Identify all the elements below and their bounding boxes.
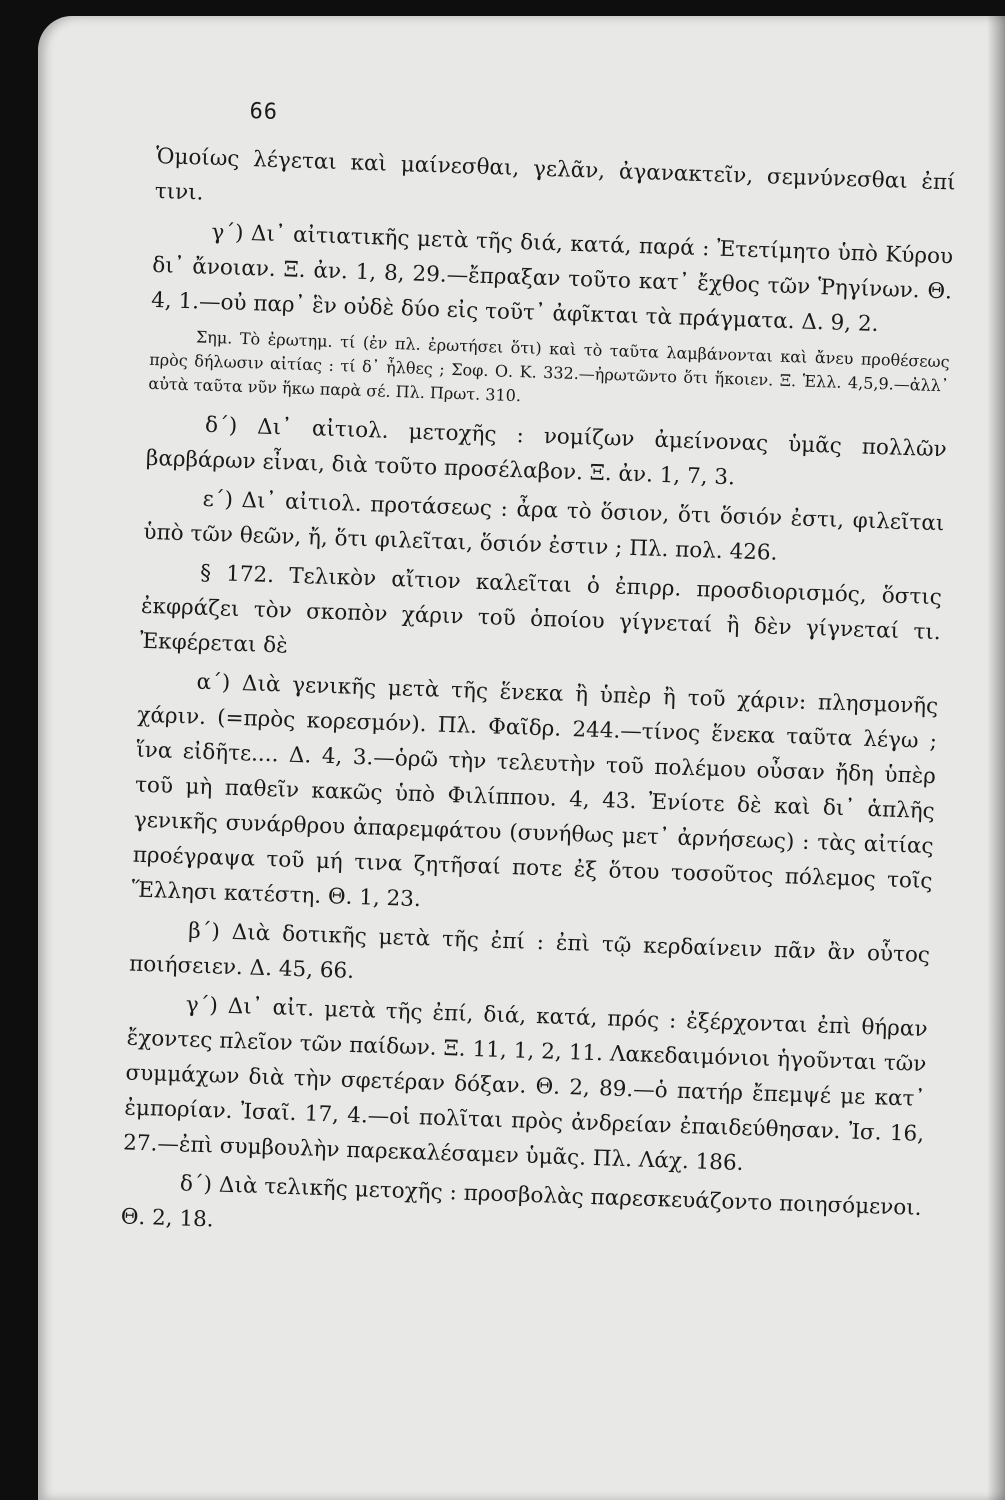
book-page bbox=[38, 16, 1005, 1500]
page-text-block bbox=[120, 96, 957, 1265]
paragraph-beta-dative: β΄) Διὰ δοτικῆς μετὰ τῆς ἐπί : ἐπὶ τῷ κερδαίνειν πᾶν ἂν οὗτος ποιήσειεν. Δ. 45, 66. bbox=[128, 918, 931, 984]
paragraph-epsilon-clause: ε΄) Δι᾽ αἰτιολ. προτάσεως : ἆρα τὸ ὅσιον, ὅτι ὅσιόν ἐστι, φιλεῖται ὑπὸ τῶν θεῶν, ἤ, ὅτι φιλεῖται, ὅσιόν ἐστιν ; Πλ. πολ. 426. bbox=[143, 486, 945, 566]
paragraph-gamma-accusative-final: γ΄) Δι᾽ αἰτ. μετὰ τῆς ἐπί, διά, κατά, πρός : ἐξέρχονται ἐπὶ θήραν ἔχοντες πλεῖον τῶν παίδων. Ξ. 11, 1, 2, 11. Λακεδαιμόνιοι ἡγοῦνται τῶν συμμάχων διὰ τὴν σφετέραν δόξαν. Θ. 2, 89.—ὁ πατήρ ἔπεμψέ με κατ᾽ ἐμπορίαν. Ἰσαῖ. 17, 4.—οἱ πολῖται πρὸς ἀνδρείαν ἐπαιδεύθησαν. Ἰσ. 16, 27.—ἐπὶ συμβουλὴν παρεκαλέσαμεν ὑμᾶς. Πλ. Λάχ. 186. bbox=[122, 992, 928, 1176]
paragraph-section-172: § 172. Τελικὸν αἴτιον καλεῖται ὁ ἐπιρρ. προσδιορισμός, ὅστις ἐκφράζει τὸν σκοπὸν χάριν τοῦ ὁποίου γίγνεταί ἢ δὲν γίγνεταί τι. Ἐκφέρεται δὲ bbox=[139, 560, 943, 659]
paragraph-intro: Ὁμοίως λέγεται καὶ μαίνεσθαι, γελᾶν, ἀγανακτεῖν, σεμνύνεσθαι ἐπί τινι. bbox=[154, 143, 956, 206]
paragraph-gamma-accusative: γ΄) Δι᾽ αἰτιατικῆς μετὰ τῆς διά, κατά, παρά : Ἐτετίμητο ὑπὸ Κύρου δι᾽ ἄνοιαν. Ξ. ἀν. 1, 8, 29.—ἔπραξαν τοῦτο κατ᾽ ἔχθος τῶν Ῥηγίνων. Θ. 4, 1.—οὐ παρ᾽ ἓν οὐδὲ δύο εἰς τοῦτ᾽ ἀφῖκται τὰ πράγματα. Δ. 9, 2. bbox=[150, 219, 954, 338]
page-number: 66 bbox=[249, 99, 279, 125]
paragraph-alpha-genitive: α΄) Διὰ γενικῆς μετὰ τῆς ἕνεκα ἢ ὑπὲρ ἢ τοῦ χάριν: πλησμονῆς χάριν. (=πρὸς κορεσμόν). Πλ. Φαῖδρ. 244.—τίνος ἕνεκα ταῦτα λέγω ; ἵνα εἰδῆτε.... Δ. 4, 3.—ὁρῶ τὴν τελευτὴν τοῦ πολέμου οὖσαν ἤδη ὑπὲρ τοῦ μὴ παθεῖν κακῶς ὑπὸ Φιλίππου. 4, 43. Ἐνίοτε δὲ καὶ δι᾽ ἁπλῆς γενικῆς συνάρθρου ἀπαρεμφάτου (συνήθως μετ᾽ ἀρνήσεως) : τὰς αἰτίας προέγραψα τοῦ μή τινα ζητῆσαί ποτε ἐξ ὅτου τοσοῦτος πόλεμος τοῖς Ἕλλησι κατέστη. Θ. 1, 23. bbox=[131, 669, 939, 913]
paragraph-delta-participle: δ΄) Δι᾽ αἰτιολ. μετοχῆς : νομίζων ἀμείνονας ὑμᾶς πολλῶν βαρβάρων εἶναι, διὰ τοῦτο προσέλαβον. Ξ. ἀν. 1, 7, 3. bbox=[145, 412, 948, 491]
paragraph-delta-final-participle: δ΄) Διὰ τελικῆς μετοχῆς : προσβολὰς παρεσκευάζοντο ποιησόμενοι. Θ. 2, 18. bbox=[120, 1171, 922, 1233]
note-paragraph: Σημ. Τὸ ἐρωτημ. τί (ἐν πλ. ἐρωτήσει ὅτι) καὶ τὸ ταῦτα λαμβάνονται καὶ ἄνευ προθέσεως πρὸς δήλωσιν αἰτίας : τί δ᾽ ἦλθες ; Σοφ. Ο. Κ. 332.—ἠρωτῶντο ὅτι ἥκοιεν. Ξ. Ἑλλ. 4,5,9.—ἀλλ᾽ αὐτὰ ταῦτα νῦν ἥκω παρὰ σέ. Πλ. Πρωτ. 310. bbox=[148, 327, 950, 406]
